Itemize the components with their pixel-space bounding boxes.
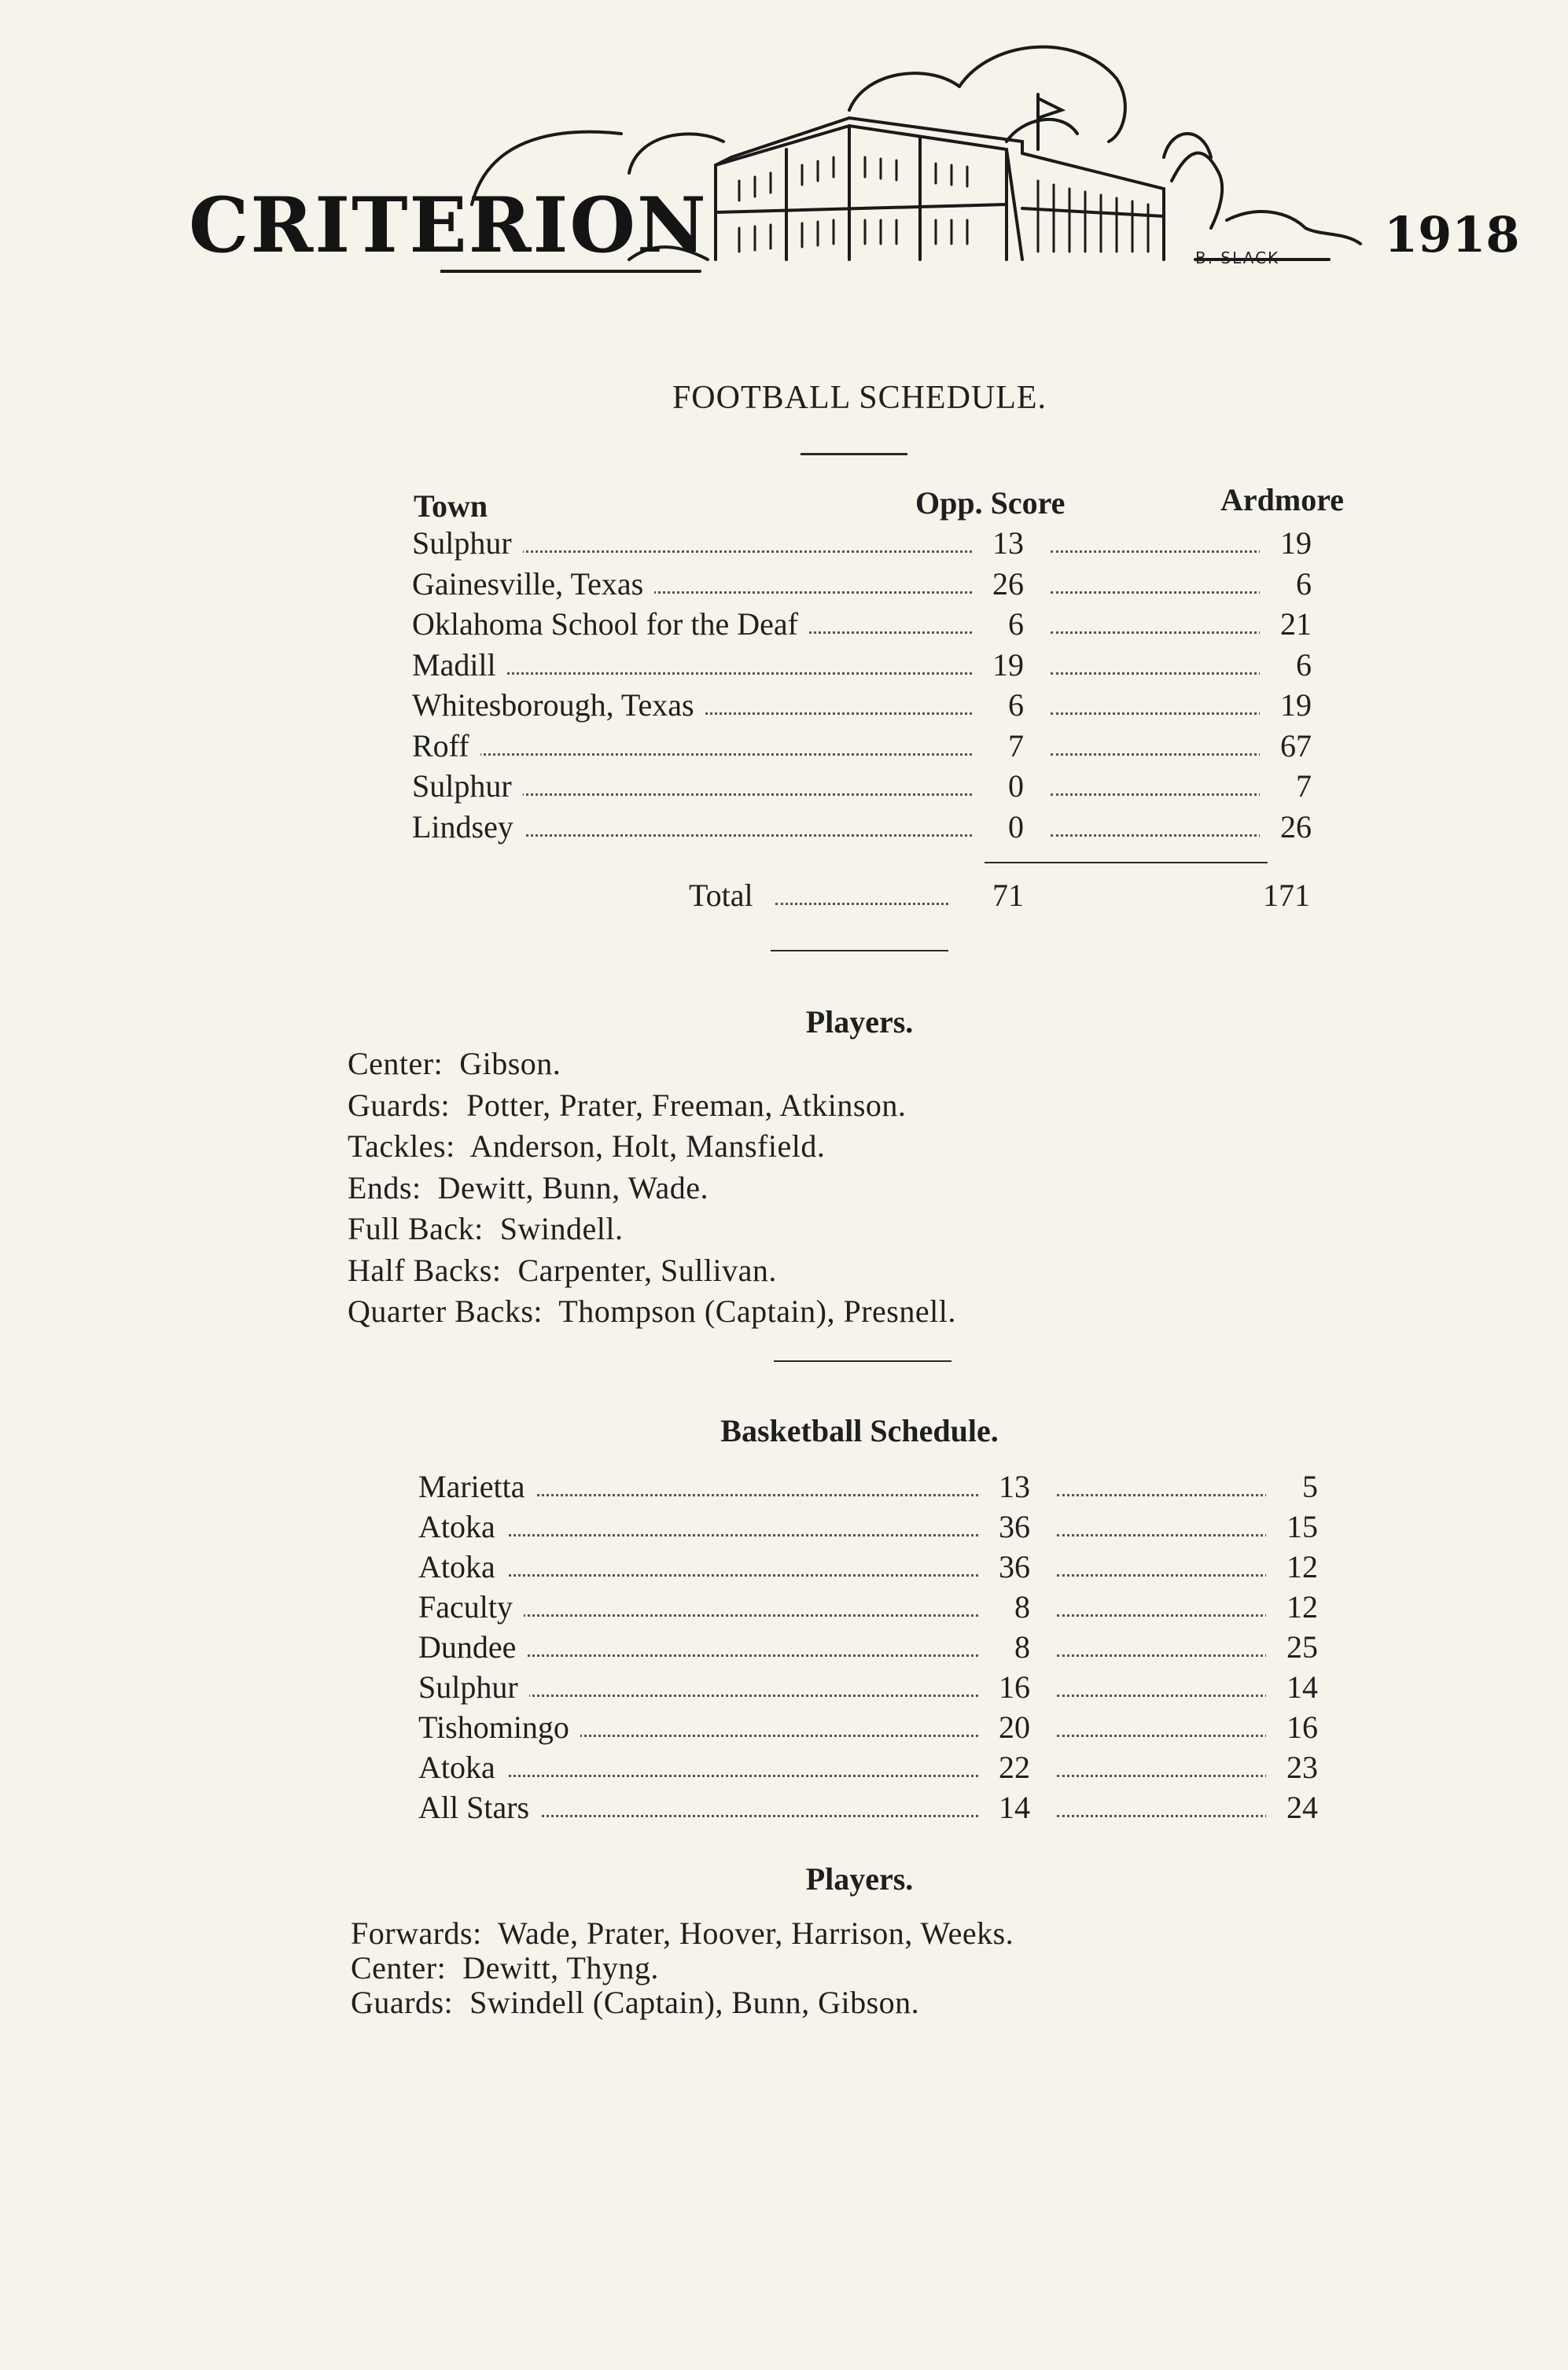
ardmore-score: 19 (1260, 524, 1312, 563)
leader-dots (475, 550, 1019, 553)
leader-dots (475, 834, 1019, 837)
ardmore-score: 15 (1266, 1507, 1318, 1547)
yearbook-year: 1918 (1384, 206, 1520, 263)
ardmore-score: 16 (1266, 1708, 1318, 1747)
basketball-players-title: Players. (805, 1861, 914, 1897)
ardmore-score: 12 (1266, 1588, 1318, 1627)
total-row (689, 876, 1024, 915)
schedule-row (412, 686, 1312, 725)
player-position-line: Half Backs: Carpenter, Sullivan. (348, 1252, 777, 1288)
basketball-schedule-title: Basketball Schedule. (720, 1413, 999, 1448)
schedule-row (418, 1507, 1318, 1547)
football-players-title: Players. (805, 1004, 914, 1040)
opponent-score: 20 (978, 1708, 1030, 1747)
total-opp-score: 71 (948, 876, 1024, 915)
town-name: Atoka (418, 1507, 506, 1547)
total-ardmore-score: 171 (1227, 876, 1310, 915)
opponent-score: 22 (978, 1748, 1030, 1787)
schedule-row (412, 767, 1312, 806)
town-name: Roff (412, 727, 480, 766)
ardmore-score: 24 (1266, 1788, 1318, 1827)
player-position-line: Ends: Dewitt, Bunn, Wade. (348, 1169, 709, 1205)
player-position-line: Quarter Backs: Thompson (Captain), Presnell. (348, 1294, 956, 1329)
town-name: Lindsey (412, 808, 525, 847)
schedule-row (418, 1628, 1318, 1667)
leader-dots (481, 1614, 1025, 1617)
opponent-score: 8 (978, 1588, 1030, 1627)
town-name: Marietta (418, 1467, 536, 1507)
player-position-line: Center: Dewitt, Thyng. (351, 1950, 659, 1985)
player-position-line: Guards: Swindell (Captain), Bunn, Gibson. (351, 1985, 920, 2020)
town-name: Atoka (418, 1547, 506, 1587)
leader-dots (481, 1775, 1025, 1777)
town-name: Faculty (418, 1588, 524, 1627)
town-name: Dundee (418, 1628, 527, 1667)
schedule-row (418, 1748, 1318, 1787)
yearbook-logo: CRITERION (189, 181, 708, 270)
ardmore-score: 67 (1260, 727, 1312, 766)
opponent-score: 26 (972, 565, 1024, 604)
opponent-score: 36 (978, 1547, 1030, 1587)
player-position-line: Guards: Potter, Prater, Freeman, Atkinson. (348, 1087, 907, 1123)
town-name: Whitesborough, Texas (412, 686, 705, 725)
football-schedule-title: FOOTBALL SCHEDULE. (672, 380, 1047, 416)
column-header-town: Town (414, 488, 488, 524)
opponent-score: 14 (978, 1788, 1030, 1827)
player-position-line: Center: Gibson. (348, 1046, 561, 1081)
opponent-score: 16 (978, 1668, 1030, 1707)
opponent-score: 13 (972, 524, 1024, 563)
schedule-row (412, 565, 1312, 604)
town-name: Madill (412, 646, 507, 685)
leader-dots (481, 1494, 1025, 1496)
divider (774, 1360, 951, 1362)
ardmore-score: 21 (1260, 605, 1312, 644)
schedule-row (418, 1588, 1318, 1627)
divider (801, 453, 907, 455)
ardmore-score: 5 (1266, 1467, 1318, 1507)
schedule-row (418, 1547, 1318, 1587)
ardmore-score: 26 (1260, 808, 1312, 847)
column-header-ardmore: Ardmore (1220, 482, 1344, 517)
opponent-score: 19 (972, 646, 1024, 685)
town-name: Oklahoma School for the Deaf (412, 605, 809, 644)
ardmore-score: 25 (1266, 1628, 1318, 1667)
opponent-score: 0 (972, 808, 1024, 847)
player-position-line: Full Back: Swindell. (348, 1211, 624, 1246)
schedule-row (418, 1788, 1318, 1827)
ardmore-score: 14 (1266, 1668, 1318, 1707)
ardmore-score: 23 (1266, 1748, 1318, 1787)
town-name: Sulphur (412, 524, 523, 563)
artist-signature: B. SLACK (1195, 248, 1280, 267)
ardmore-score: 6 (1260, 565, 1312, 604)
town-name: Gainesville, Texas (412, 565, 654, 604)
column-header-opp-score: Opp. Score (915, 485, 1066, 521)
ardmore-score: 12 (1266, 1547, 1318, 1587)
player-position-line: Tackles: Anderson, Holt, Mansfield. (348, 1128, 826, 1164)
divider (771, 950, 948, 951)
schedule-row (412, 524, 1312, 563)
opponent-score: 13 (978, 1467, 1030, 1507)
ardmore-score: 7 (1260, 767, 1312, 806)
ardmore-score: 19 (1260, 686, 1312, 725)
opponent-score: 8 (978, 1628, 1030, 1667)
total-rule (985, 862, 1268, 863)
schedule-row (412, 808, 1312, 847)
town-name: Sulphur (418, 1668, 529, 1707)
total-label: Total (689, 876, 756, 915)
opponent-score: 7 (972, 727, 1024, 766)
leader-dots (475, 672, 1019, 675)
leader-dots (481, 1534, 1025, 1536)
leader-dots (775, 903, 948, 905)
town-name: Sulphur (412, 767, 523, 806)
opponent-score: 36 (978, 1507, 1030, 1547)
schedule-row (418, 1668, 1318, 1707)
opponent-score: 0 (972, 767, 1024, 806)
town-name: Tishomingo (418, 1708, 580, 1747)
schedule-row (418, 1467, 1318, 1507)
ardmore-score: 6 (1260, 646, 1312, 685)
leader-dots (475, 793, 1019, 796)
town-name: Atoka (418, 1748, 506, 1787)
town-name: All Stars (418, 1788, 540, 1827)
total-ardmore-row (1227, 876, 1310, 915)
leader-dots (481, 1654, 1025, 1657)
opponent-score: 6 (972, 686, 1024, 725)
schedule-row (418, 1708, 1318, 1747)
leader-dots (481, 1695, 1025, 1697)
opponent-score: 6 (972, 605, 1024, 644)
leader-dots (475, 753, 1019, 756)
leader-dots (481, 1815, 1025, 1817)
schedule-row (412, 605, 1312, 644)
schedule-row (412, 646, 1312, 685)
player-position-line: Forwards: Wade, Prater, Hoover, Harrison, Weeks. (351, 1916, 1014, 1951)
leader-dots (481, 1574, 1025, 1577)
schedule-row (412, 727, 1312, 766)
